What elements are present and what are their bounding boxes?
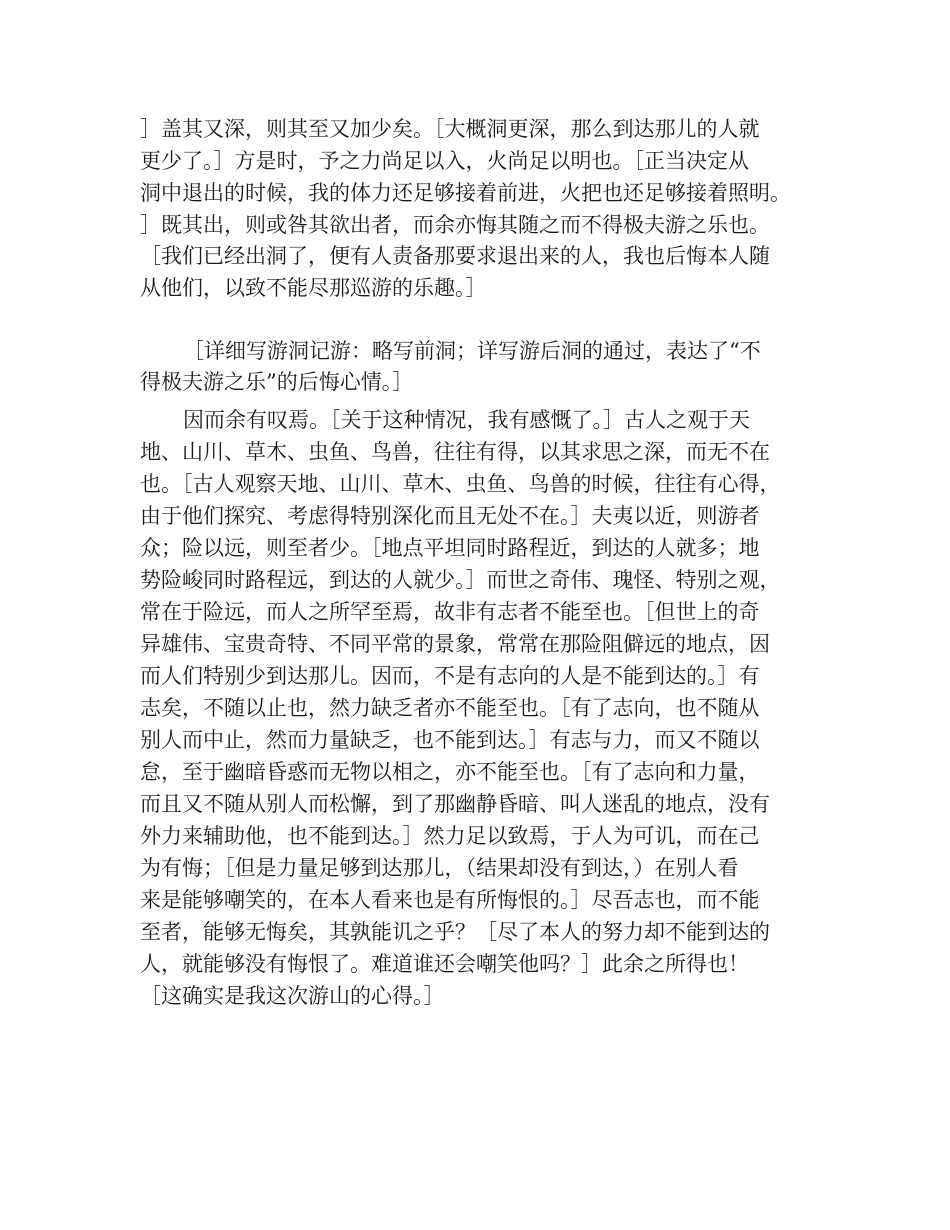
text-line: ［这确实是我这次游山的心得。］ [140,984,445,1008]
text-line: 由于他们探究、考虑得特别深化而且无处不在。］夫夷以近，则游者 [140,504,760,528]
annotation-line: ［详细写游洞记游：略写前洞；详写游后洞的通过，表达了“不 [183,339,761,363]
text-line: 常在于险远，而人之所罕至焉，故非有志者不能至也。［但世上的奇 [140,600,760,624]
text-line: ［我们已经出洞了，便有人责备那要求退出来的人，我也后悔本人随 [140,244,770,268]
text-line: 别人而中止，然而力量缺乏，也不能到达。］有志与力，而又不随以 [140,728,760,752]
text-line: 为有悔；［但是力量足够到达那儿，（结果却没有到达，）在别人看 [140,856,739,880]
text-line: ］既其出，则或咎其欲出者，而余亦悔其随之而不得极夫游之乐也。 [140,213,770,237]
text-line: ］盖其又深，则其至又加少矣。［大概洞更深，那么到达那儿的人就 [140,117,760,141]
text-line: 众；险以远，则至者少。［地点平坦同时路程近，到达的人就多；地 [140,536,760,560]
annotation-line: 得极夫游之乐”的后悔心情。］ [140,370,414,394]
paragraph-start-line: 因而余有叹焉。［关于这种情况，我有感慨了。］古人之观于天 [183,408,750,432]
text-line: 而且又不随从别人而松懈，到了那幽静昏暗、叫人迷乱的地点，没有 [140,792,770,816]
text-line: 来是能够嘲笑的，在本人看来也是有所悔恨的。］尽吾志也，而不能 [140,888,760,912]
text-line: 志矣，不随以止也，然力缺乏者亦不能至也。［有了志向，也不随从 [140,696,760,720]
text-line: 异雄伟、宝贵奇特、不同平常的景象，常常在那险阻僻远的地点，因 [140,632,770,656]
text-line: 至者，能够无悔矣，其孰能讥之乎？［尽了本人的努力却不能到达的 [140,920,770,944]
text-line: 地、山川、草木、虫鱼、鸟兽，往往有得，以其求思之深，而无不在 [140,440,770,464]
text-line: 人，就能够没有悔恨了。难道谁还会嘲笑他吗？］此余之所得也！ [140,952,749,976]
text-line: 也。［古人观察天地、山川、草木、虫鱼、鸟兽的时候，往往有心得， [140,472,781,496]
text-line: 势险峻同时路程远，到达的人就少。］而世之奇伟、瑰怪、特别之观， [140,568,781,592]
text-line: 外力来辅助他，也不能到达。］然力足以致焉，于人为可讥，而在己 [140,824,760,848]
text-line: 洞中退出的时候，我的体力还足够接着前进，火把也还足够接着照明。 [140,181,791,205]
text-line: 而人们特别少到达那儿。因而，不是有志向的人是不能到达的。］有 [140,664,760,688]
text-line: 更少了。］方是时，予之力尚足以入，火尚足以明也。［正当决定从 [140,149,749,173]
text-line: 怠，至于幽暗昏惑而无物以相之，亦不能至也。［有了志向和力量， [140,760,760,784]
text-line: 从他们，以致不能尽那巡游的乐趣。］ [140,276,487,300]
